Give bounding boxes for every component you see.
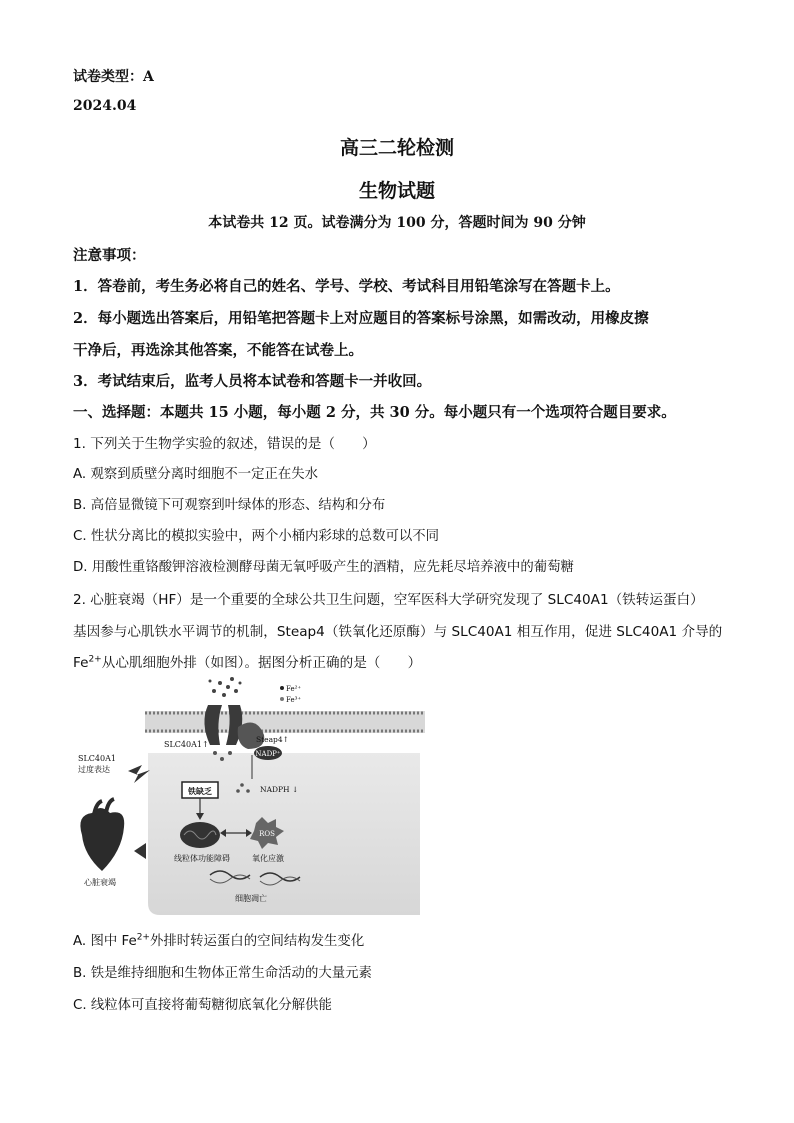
overexpression-label-1: SLC40A1 xyxy=(78,754,116,763)
question-1-option-a: A. 观察到质壁分离时细胞不一定正在失水 xyxy=(73,467,319,482)
heart-failure-label: 心脏衰竭 xyxy=(84,878,116,887)
nadp-label: NADP⁺ xyxy=(255,750,281,758)
note-item-1: 1．答卷前，考生务必将自己的姓名、学号、学校、考试科目用铅笔涂写在答题卡上。 xyxy=(73,278,620,295)
heart-arrow xyxy=(134,843,146,859)
mitochondria-icon xyxy=(180,822,220,848)
question-1-option-b: B. 高倍显微镜下可观察到叶绿体的形态、结构和分布 xyxy=(73,498,386,513)
exam-date: 2024.04 xyxy=(73,98,137,114)
question-2-line-3: $Fe^{2+}$从心肌细胞外排（如图）。据图分析正确的是（ ） xyxy=(73,654,422,671)
lightning-icon xyxy=(128,765,150,783)
exam-title: 高三二轮检测 xyxy=(339,137,454,159)
heart-icon xyxy=(80,799,124,871)
cell-death-label: 细胞凋亡 xyxy=(235,894,267,903)
mito-dysfunction-label: 线粒体功能障碍 xyxy=(174,854,230,863)
slc40a1-label: SLC40A1↑ xyxy=(164,740,209,749)
fe2-legend-dot xyxy=(280,686,284,690)
steap4-label: Steap4↑ xyxy=(256,735,289,744)
question-2-option-c: C. 线粒体可直接将葡萄糖彻底氧化分解供能 xyxy=(73,998,332,1013)
fe3-legend-dot xyxy=(280,697,284,701)
exam-info: 本试卷共 12 页。试卷满分为 100 分，答题时间为 90 分钟 xyxy=(208,215,586,231)
fe3-legend: Fe³⁺ xyxy=(286,696,302,704)
fe2-legend: Fe²⁺ xyxy=(286,685,302,693)
question-1-stem: 1. 下列关于生物学实验的叙述，错误的是（ ） xyxy=(73,436,376,452)
notes-heading: 注意事项： xyxy=(73,247,146,264)
nadph-label: NADPH ↓ xyxy=(260,785,299,794)
section-heading: 一、选择题：本题共 15 小题，每小题 2 分，共 30 分。每小题只有一个选项符合题目要求。 xyxy=(73,404,676,421)
question-1-option-d: D. 用酸性重铬酸钾溶液检测酵母菌无氧呼吸产生的酒精，应先耗尽培养液中的葡萄糖 xyxy=(73,560,574,575)
paper-type: 试卷类型：A xyxy=(73,69,154,85)
note-item-3: 3．考试结束后，监考人员将本试卷和答题卡一并收回。 xyxy=(73,373,432,390)
iron-ions-outside xyxy=(209,677,242,697)
question-2-line-2: 基因参与心肌铁水平调节的机制，Steap4（铁氧化还原酶）与 SLC40A1 相互作用，促进 SLC40A1 介导的 xyxy=(73,624,723,640)
subject-title: 生物试题 xyxy=(358,180,435,202)
question-1-option-c: C. 性状分离比的模拟实验中，两个小桶内彩球的总数可以不同 xyxy=(73,529,440,544)
note-item-2-line-2: 干净后，再选涂其他答案，不能答在试卷上。 xyxy=(73,342,363,359)
oxidative-stress-label: 氧化应激 xyxy=(252,854,284,863)
cell-membrane xyxy=(145,711,425,733)
ros-label: ROS xyxy=(259,830,275,838)
iron-deficiency-label: 铁缺乏 xyxy=(188,786,212,796)
question-2-option-b: B. 铁是维持细胞和生物体正常生命活动的大量元素 xyxy=(73,966,372,981)
question-2-line-1: 2. 心脏衰竭（HF）是一个重要的全球公共卫生问题，空军医科大学研究发现了 SLC40A1（铁转运蛋白） xyxy=(73,592,704,608)
note-item-2-line-1: 2．每小题选出答案后，用铅笔把答题卡上对应题目的答案标号涂黑，如需改动，用橡皮擦 xyxy=(73,310,649,327)
iron-transport-diagram xyxy=(70,675,430,920)
overexpression-label-2: 过度表达 xyxy=(78,765,110,774)
question-2-option-a: A. 图中 $Fe^{2+}$外排时转运蛋白的空间结构发生变化 xyxy=(73,932,365,949)
